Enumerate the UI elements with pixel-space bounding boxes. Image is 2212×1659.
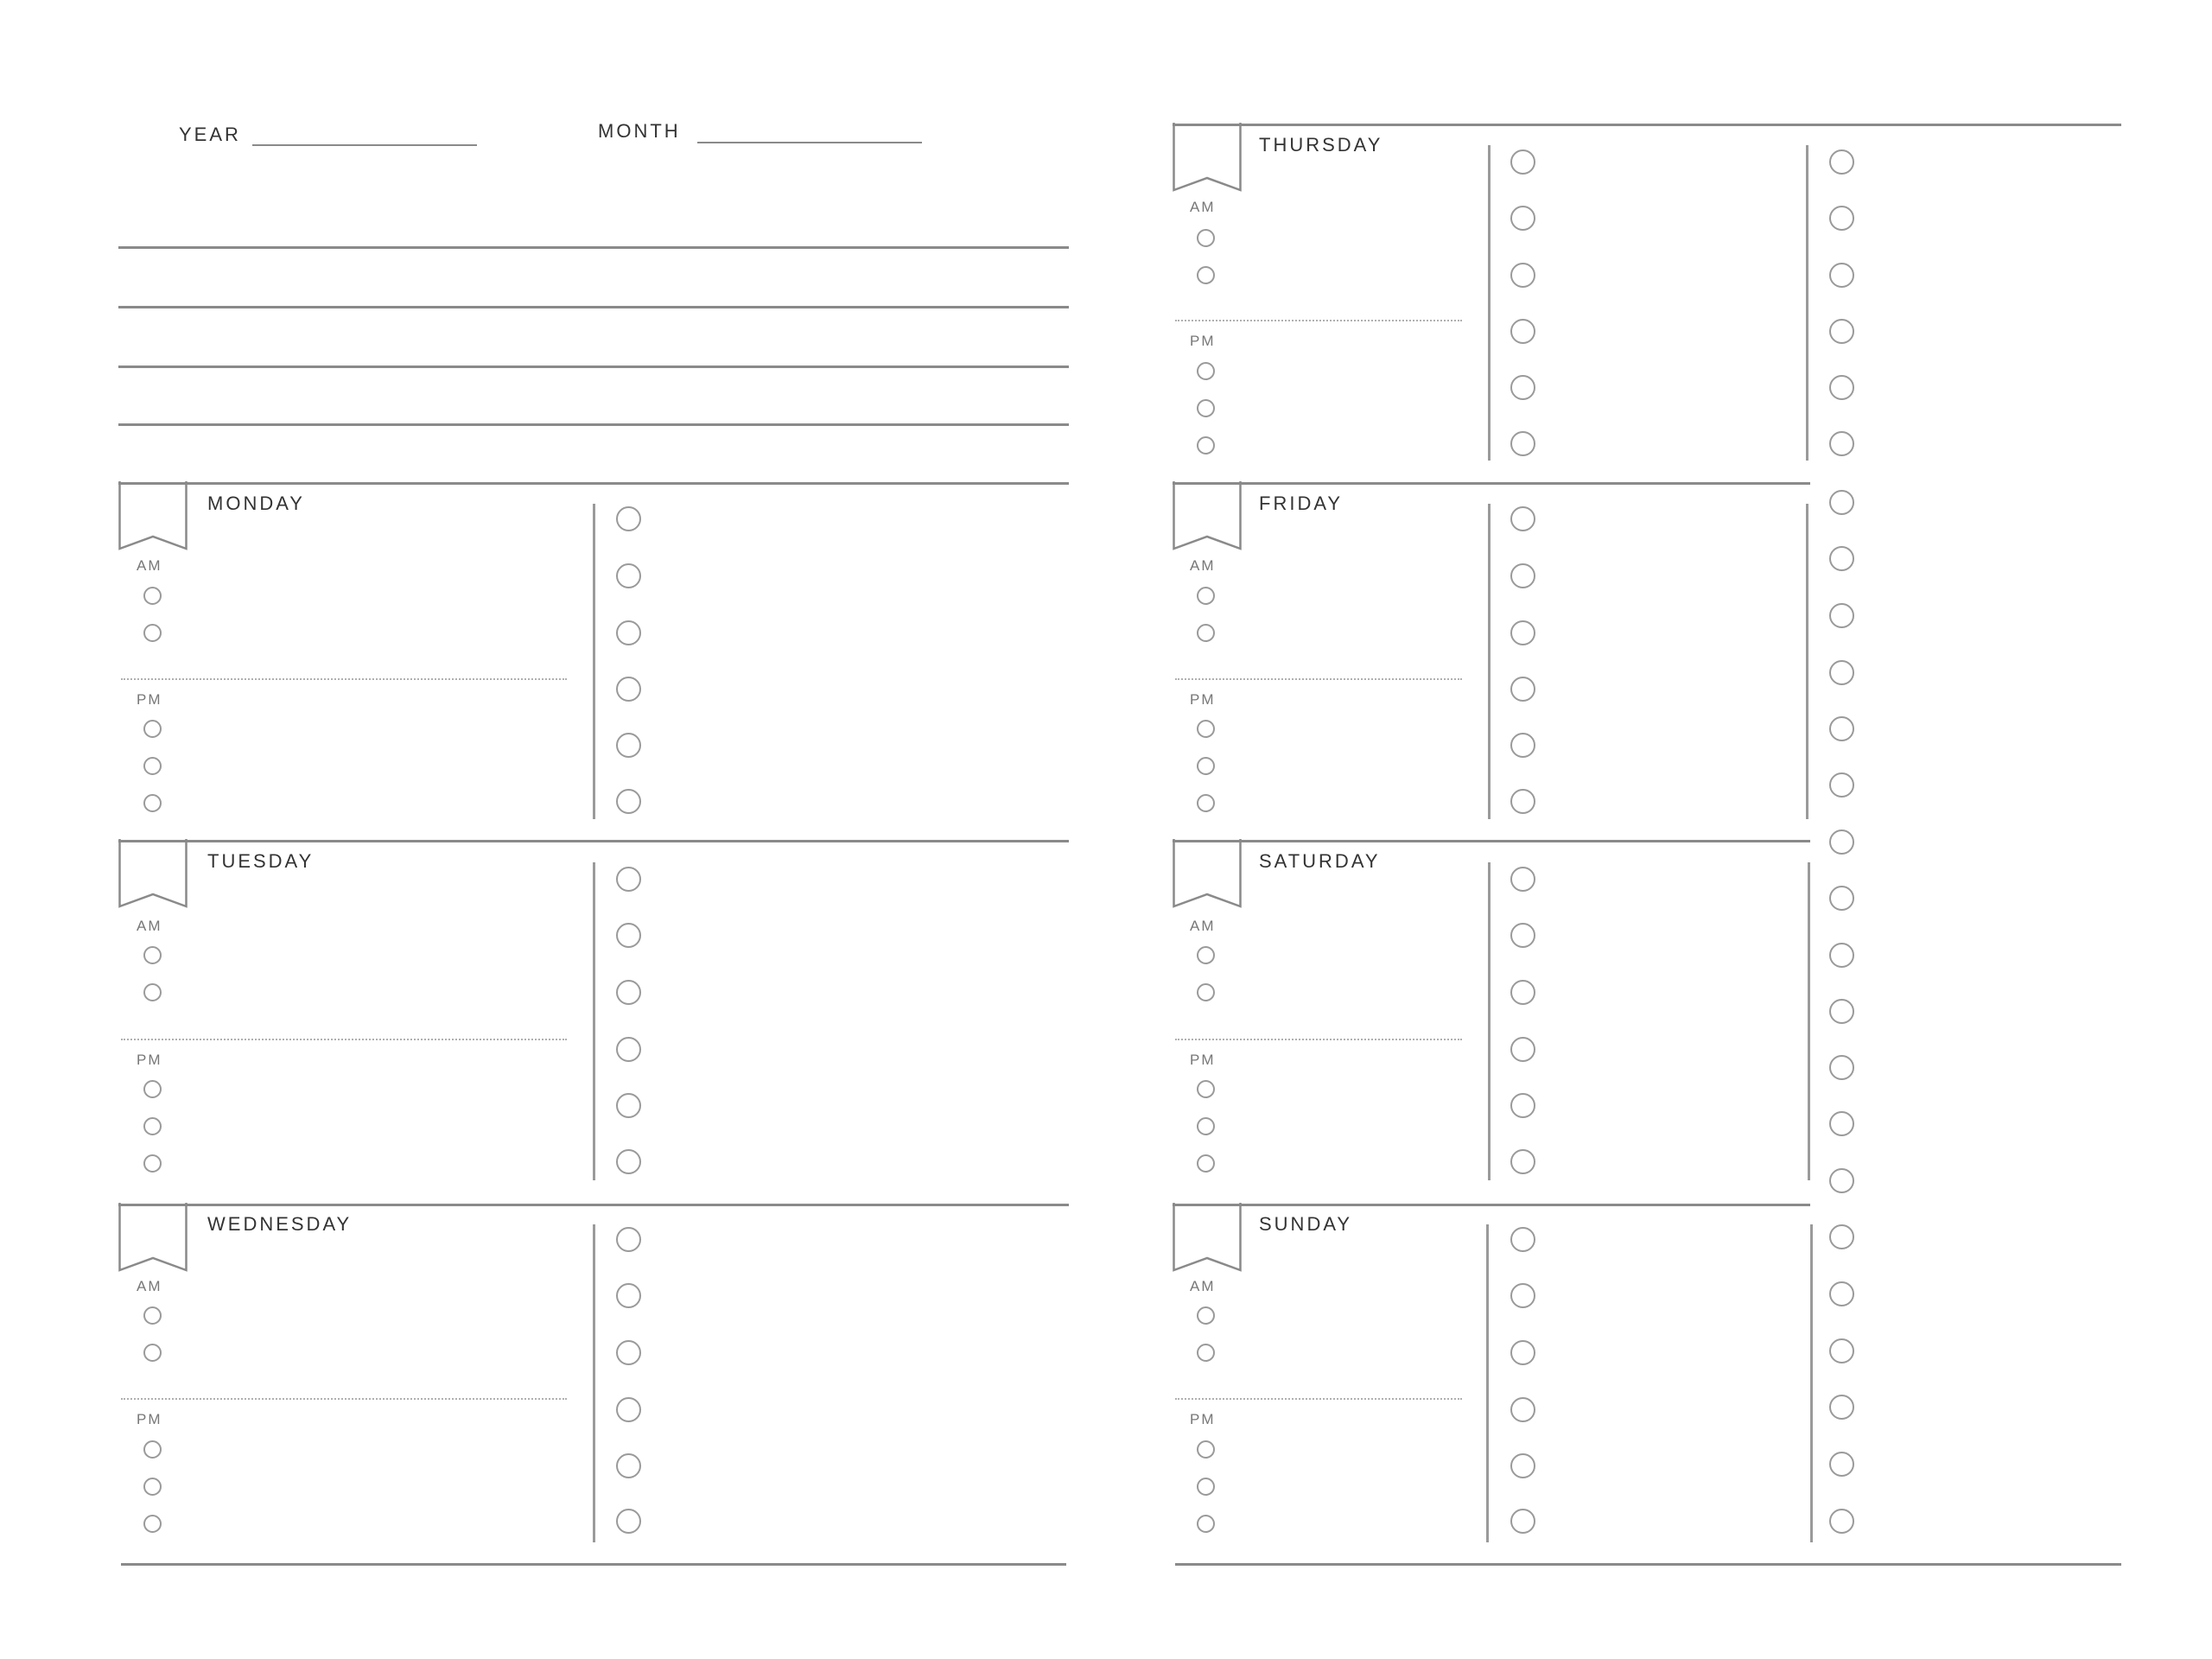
notes-line[interactable] [118, 365, 1069, 368]
column-divider [1806, 145, 1808, 461]
day-title-sunday: SUNDAY [1259, 1213, 1353, 1235]
task-checkbox[interactable] [1829, 375, 1854, 400]
task-checkbox[interactable] [1510, 980, 1535, 1005]
pm-checkbox[interactable] [143, 794, 162, 812]
task-checkbox[interactable] [1829, 1281, 1854, 1306]
section-divider [1175, 1563, 2121, 1566]
pm-checkbox[interactable] [143, 720, 162, 738]
column-divider [1810, 1224, 1813, 1542]
am-pm-separator [1175, 1039, 1462, 1040]
pm-checkbox[interactable] [1197, 720, 1215, 738]
bookmark-tab-icon [1173, 1203, 1242, 1272]
task-checkbox[interactable] [1829, 1055, 1854, 1080]
task-checkbox[interactable] [1510, 1093, 1535, 1118]
task-checkbox[interactable] [616, 563, 641, 588]
column-divider [593, 1224, 595, 1542]
am-checkbox[interactable] [1197, 1306, 1215, 1325]
bookmark-tab-icon [1173, 481, 1242, 550]
task-checkbox[interactable] [1829, 263, 1854, 288]
task-checkbox[interactable] [1510, 375, 1535, 400]
task-checkbox[interactable] [1510, 1227, 1535, 1252]
am-checkbox[interactable] [143, 983, 162, 1001]
section-divider [1173, 124, 2121, 126]
day-title-saturday: SATURDAY [1259, 850, 1381, 872]
task-checkbox[interactable] [1829, 431, 1854, 456]
task-checkbox[interactable] [1510, 620, 1535, 645]
pm-label: PM [137, 691, 162, 708]
task-checkbox[interactable] [1829, 206, 1854, 231]
pm-checkbox[interactable] [1197, 1515, 1215, 1533]
task-checkbox[interactable] [1510, 867, 1535, 892]
task-checkbox[interactable] [1510, 1037, 1535, 1062]
section-divider [1173, 1204, 1810, 1206]
am-checkbox[interactable] [1197, 946, 1215, 964]
pm-checkbox[interactable] [143, 1515, 162, 1533]
section-divider [121, 1563, 1066, 1566]
task-checkbox[interactable] [1510, 506, 1535, 531]
task-checkbox[interactable] [1510, 733, 1535, 758]
day-title-friday: FRIDAY [1259, 493, 1344, 514]
day-title-thursday: THURSDAY [1259, 134, 1383, 156]
task-checkbox[interactable] [1829, 603, 1854, 628]
task-checkbox[interactable] [1829, 830, 1854, 855]
task-checkbox[interactable] [616, 980, 641, 1005]
task-checkbox[interactable] [616, 1149, 641, 1174]
task-checkbox[interactable] [616, 1227, 641, 1252]
task-checkbox[interactable] [1510, 789, 1535, 814]
pm-checkbox[interactable] [143, 1154, 162, 1173]
pm-checkbox[interactable] [143, 1478, 162, 1496]
pm-label: PM [137, 1411, 162, 1427]
am-pm-separator [121, 678, 567, 680]
task-checkbox[interactable] [1829, 546, 1854, 571]
pm-checkbox[interactable] [143, 1117, 162, 1135]
year-field[interactable] [252, 144, 477, 146]
am-pm-separator [1175, 1398, 1462, 1400]
task-checkbox[interactable] [616, 923, 641, 948]
pm-checkbox[interactable] [143, 1080, 162, 1098]
month-field[interactable] [697, 142, 922, 143]
am-pm-separator [121, 1398, 567, 1400]
task-checkbox[interactable] [1510, 263, 1535, 288]
am-checkbox[interactable] [143, 624, 162, 642]
task-checkbox[interactable] [1510, 149, 1535, 175]
task-checkbox[interactable] [616, 1037, 641, 1062]
task-checkbox[interactable] [616, 733, 641, 758]
am-checkbox[interactable] [1197, 1344, 1215, 1362]
am-pm-separator [1175, 678, 1462, 680]
notes-line[interactable] [118, 423, 1069, 426]
pm-checkbox[interactable] [1197, 1440, 1215, 1459]
day-title-monday: MONDAY [207, 493, 305, 514]
task-checkbox[interactable] [616, 620, 641, 645]
column-divider [1808, 862, 1810, 1180]
column-divider [593, 862, 595, 1180]
pm-checkbox[interactable] [143, 1440, 162, 1459]
bookmark-tab-icon [118, 1203, 188, 1272]
am-checkbox[interactable] [1197, 983, 1215, 1001]
task-checkbox[interactable] [1829, 149, 1854, 175]
bookmark-tab-icon [1173, 839, 1242, 908]
task-checkbox[interactable] [1829, 1224, 1854, 1249]
column-divider [593, 504, 595, 819]
am-label: AM [1190, 918, 1216, 934]
section-divider [1173, 482, 1810, 485]
am-pm-separator [121, 1039, 567, 1040]
task-checkbox[interactable] [1510, 1283, 1535, 1308]
column-divider [1488, 504, 1491, 819]
section-divider [1173, 840, 1810, 842]
am-checkbox[interactable] [143, 1306, 162, 1325]
task-checkbox[interactable] [1829, 886, 1854, 911]
task-checkbox[interactable] [1510, 1149, 1535, 1174]
pm-checkbox[interactable] [1197, 757, 1215, 775]
task-checkbox[interactable] [616, 1093, 641, 1118]
task-checkbox[interactable] [1829, 716, 1854, 741]
year-label: YEAR [179, 124, 241, 145]
section-divider [118, 840, 1069, 842]
column-divider [1486, 1224, 1489, 1542]
task-checkbox[interactable] [1510, 677, 1535, 702]
task-checkbox[interactable] [616, 1509, 641, 1534]
am-label: AM [137, 557, 162, 574]
pm-checkbox[interactable] [1197, 436, 1215, 454]
pm-label: PM [1190, 1411, 1216, 1427]
column-divider [1488, 145, 1491, 461]
task-checkbox[interactable] [1829, 490, 1854, 515]
am-label: AM [1190, 557, 1216, 574]
task-checkbox[interactable] [1510, 1453, 1535, 1478]
task-checkbox[interactable] [1510, 1509, 1535, 1534]
am-checkbox[interactable] [143, 1344, 162, 1362]
task-checkbox[interactable] [616, 1453, 641, 1478]
day-title-wednesday: WEDNESDAY [207, 1213, 353, 1235]
notes-line[interactable] [118, 306, 1069, 308]
pm-label: PM [1190, 1052, 1216, 1068]
task-checkbox[interactable] [1829, 319, 1854, 344]
pm-checkbox[interactable] [1197, 399, 1215, 417]
task-checkbox[interactable] [1510, 431, 1535, 456]
task-checkbox[interactable] [1510, 319, 1535, 344]
am-label: AM [1190, 199, 1216, 215]
bookmark-tab-icon [118, 839, 188, 908]
bookmark-tab-icon [118, 481, 188, 550]
am-checkbox[interactable] [1197, 266, 1215, 284]
task-checkbox[interactable] [616, 1283, 641, 1308]
task-checkbox[interactable] [1510, 1340, 1535, 1365]
pm-checkbox[interactable] [1197, 1117, 1215, 1135]
task-checkbox[interactable] [1829, 999, 1854, 1024]
task-checkbox[interactable] [1510, 206, 1535, 231]
task-checkbox[interactable] [1829, 1395, 1854, 1420]
am-label: AM [137, 1278, 162, 1294]
section-divider [118, 1204, 1069, 1206]
am-checkbox[interactable] [143, 946, 162, 964]
task-checkbox[interactable] [1510, 563, 1535, 588]
pm-checkbox[interactable] [1197, 1154, 1215, 1173]
month-label: MONTH [598, 120, 681, 142]
task-checkbox[interactable] [1829, 660, 1854, 685]
am-checkbox[interactable] [143, 587, 162, 605]
bookmark-tab-icon [1173, 123, 1242, 192]
task-checkbox[interactable] [1829, 1509, 1854, 1534]
task-checkbox[interactable] [1510, 1397, 1535, 1422]
notes-line[interactable] [118, 246, 1069, 249]
task-checkbox[interactable] [1829, 1338, 1854, 1363]
am-checkbox[interactable] [1197, 587, 1215, 605]
pm-label: PM [1190, 333, 1216, 349]
task-checkbox[interactable] [1829, 1168, 1854, 1193]
task-checkbox[interactable] [1829, 1111, 1854, 1136]
task-checkbox[interactable] [1829, 1452, 1854, 1477]
task-checkbox[interactable] [616, 506, 641, 531]
pm-label: PM [137, 1052, 162, 1068]
pm-checkbox[interactable] [143, 757, 162, 775]
section-divider [118, 482, 1069, 485]
column-divider [1488, 862, 1491, 1180]
task-checkbox[interactable] [1829, 943, 1854, 968]
task-checkbox[interactable] [616, 789, 641, 814]
am-label: AM [1190, 1278, 1216, 1294]
pm-checkbox[interactable] [1197, 1080, 1215, 1098]
pm-checkbox[interactable] [1197, 1478, 1215, 1496]
task-checkbox[interactable] [616, 677, 641, 702]
task-checkbox[interactable] [616, 867, 641, 892]
am-checkbox[interactable] [1197, 624, 1215, 642]
pm-checkbox[interactable] [1197, 794, 1215, 812]
day-title-tuesday: TUESDAY [207, 850, 315, 872]
task-checkbox[interactable] [616, 1397, 641, 1422]
pm-label: PM [1190, 691, 1216, 708]
pm-checkbox[interactable] [1197, 362, 1215, 380]
am-checkbox[interactable] [1197, 229, 1215, 247]
column-divider [1806, 504, 1808, 819]
am-label: AM [137, 918, 162, 934]
am-pm-separator [1175, 320, 1462, 321]
task-checkbox[interactable] [1829, 772, 1854, 798]
task-checkbox[interactable] [616, 1340, 641, 1365]
task-checkbox[interactable] [1510, 923, 1535, 948]
